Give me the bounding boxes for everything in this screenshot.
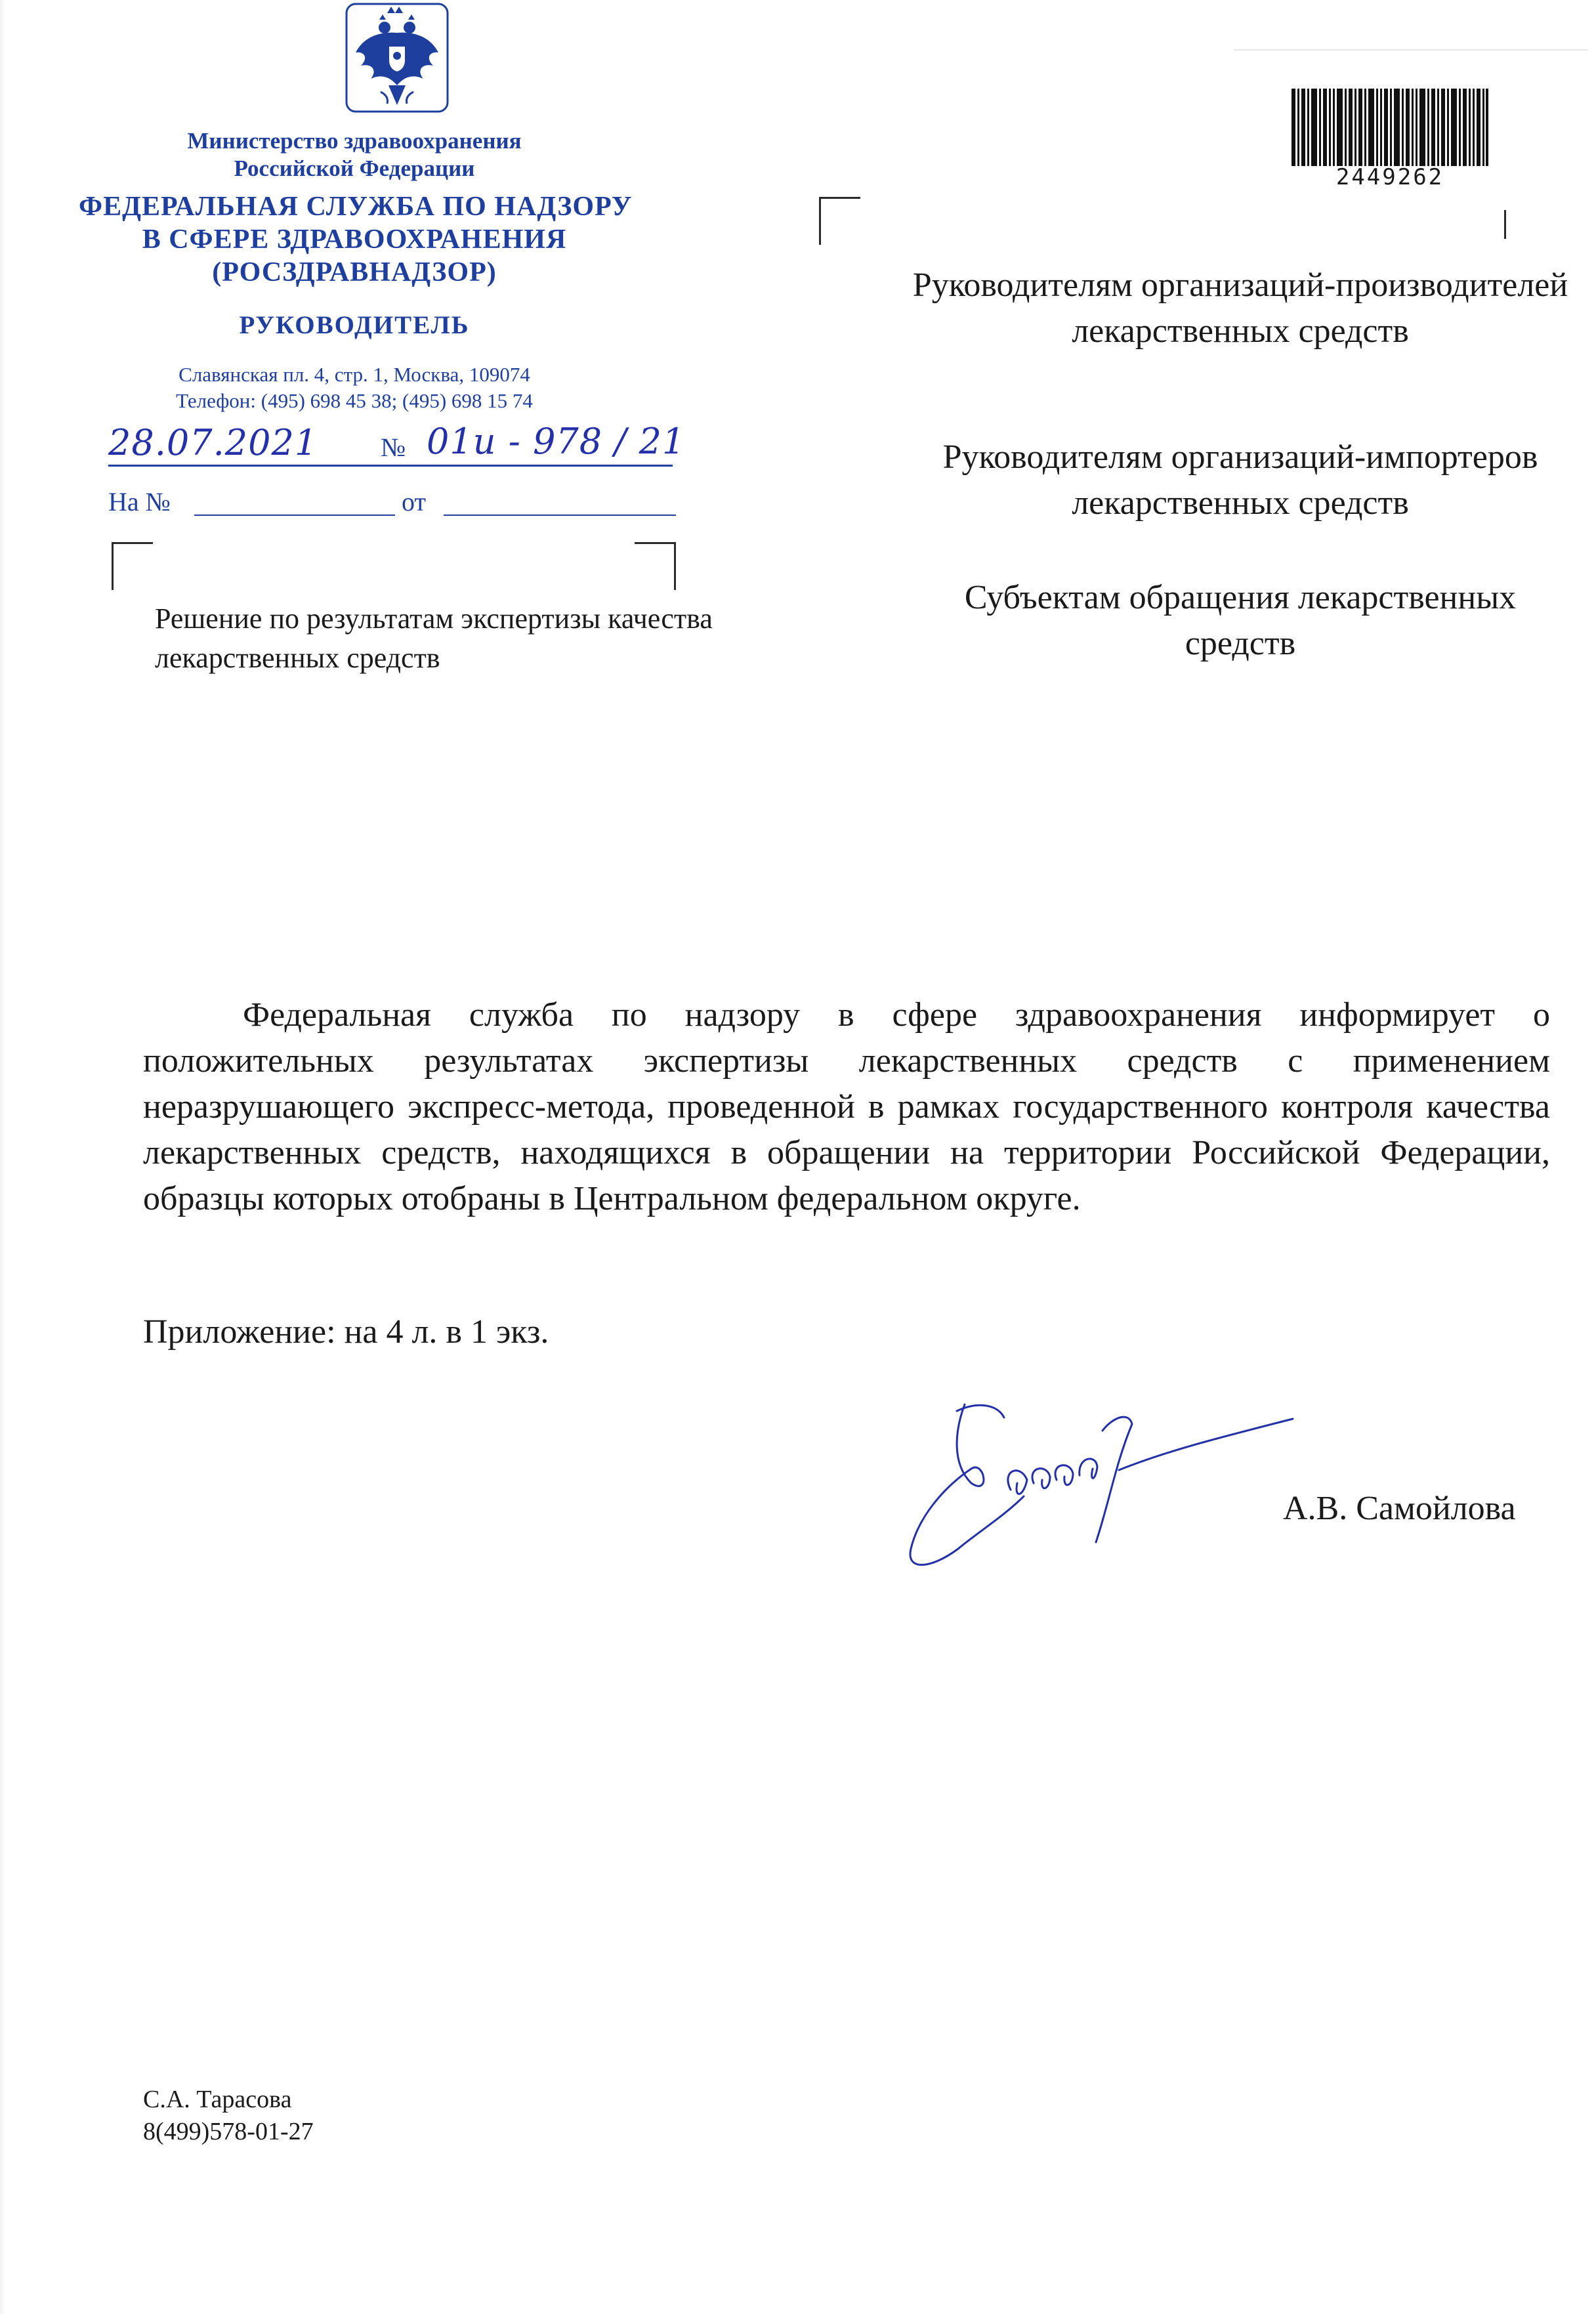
subject-bracket-right: [635, 542, 676, 590]
letter-subject: Решение по результатам экспертизы качества лекарственных средств: [155, 602, 713, 674]
registration-underline: [108, 465, 673, 467]
scan-rule: [1234, 49, 1588, 51]
address: Славянская пл. 4, стр. 1, Москва, 109074: [178, 363, 530, 386]
executor-name: С.А. Тарасова: [143, 2086, 292, 2113]
service-name-line2: В СФЕРЕ ЗДРАВООХРАНЕНИЯ: [142, 224, 567, 255]
reference-number-blank: [194, 515, 395, 516]
recipient-subjects: Субъектам обращения лекарственных средств: [964, 579, 1517, 662]
ministry-name-line2: Российской Федерации: [234, 156, 475, 181]
reference-date-label: от: [402, 487, 426, 516]
body-paragraph: Федеральная служба по надзору в сфере здравоохранения информирует о положительных результатах экспертизы лекарственных средств с применением неразрушающего экспресс-метода, проведенной в рамках государственного контроля качества лекарственных средств, находящихся в обращении на территории Российской Федерации, образцы которых отобраны в Центральном федеральном округе.: [143, 996, 1550, 1217]
address-bracket-left: [819, 197, 860, 245]
signer-name: А.В. Самойлова: [1283, 1490, 1516, 1527]
position-title: РУКОВОДИТЕЛЬ: [239, 311, 470, 339]
barcode-icon: [1292, 89, 1488, 166]
registration-date: 28.07.2021: [108, 422, 318, 463]
executor-phone: 8(499)578-01-27: [143, 2118, 314, 2145]
scan-edge: [0, 0, 5, 2314]
recipient-importers: Руководителям организаций-импортеров лекарственных средств: [942, 438, 1538, 522]
recipient-manufacturers: Руководителям организаций-производителей лекарственных средств: [912, 266, 1568, 350]
address-bracket-right: [1504, 210, 1506, 239]
phone: Телефон: (495) 698 45 38; (495) 698 15 74: [176, 389, 533, 412]
subject-bracket-left: [112, 542, 153, 590]
registration-number: 01и - 978 / 21: [427, 421, 686, 462]
reference-date-blank: [444, 515, 676, 516]
attachment-note: Приложение: на 4 л. в 1 экз.: [143, 1313, 549, 1351]
reference-number-label: На №: [108, 487, 171, 516]
handwritten-signature: [892, 1391, 1312, 1582]
barcode-number: 2449262: [1335, 164, 1444, 190]
service-name-line3: (РОСЗДРАВНАДЗОР): [212, 257, 497, 287]
number-sign: №: [381, 432, 406, 462]
coat-of-arms-icon: [341, 0, 453, 115]
service-name-line1: ФЕДЕРАЛЬНАЯ СЛУЖБА ПО НАДЗОРУ: [79, 192, 633, 222]
ministry-name-line1: Министерство здравоохранения: [187, 128, 522, 154]
